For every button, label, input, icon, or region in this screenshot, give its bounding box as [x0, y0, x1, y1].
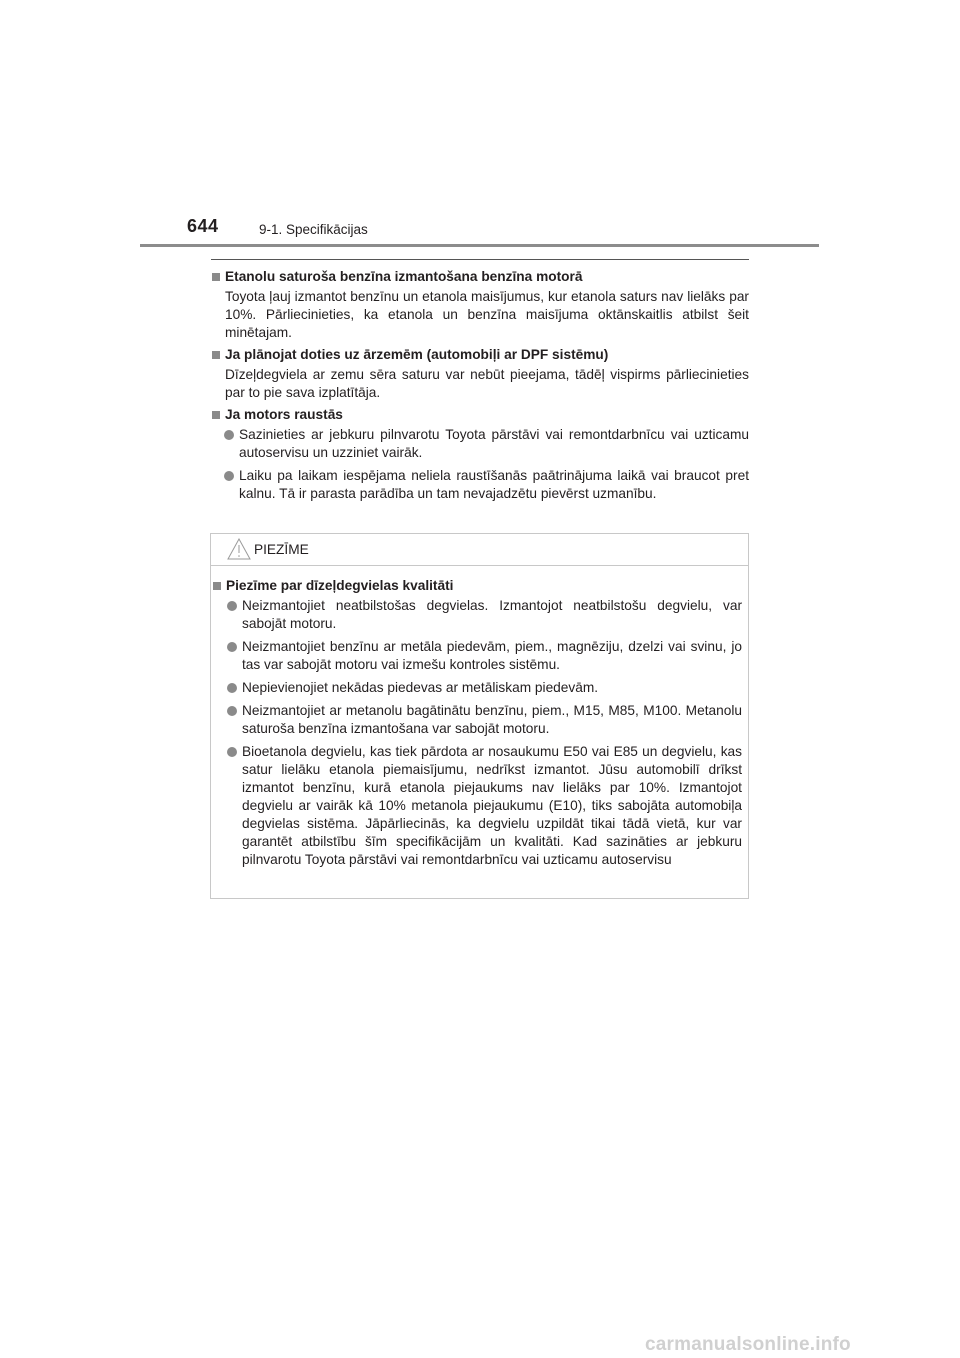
- note-box: [210, 533, 749, 899]
- list-item: [227, 679, 742, 697]
- section-body: Toyota ļauj izmantot benzīnu un etanola maisījumus, kur etanola saturs nav lielāks par 10%. Pārliecinieties, ka etanola un benzīna maisījuma oktānskaitlis atbilst šeit minētajam.: [225, 289, 749, 340]
- list-item-text: Neizmantojiet neatbilstošas degvielas. Izmantojot neatbilstošu degvielu, var sabojāt motoru.: [242, 598, 742, 631]
- gray-dot-icon: [227, 642, 237, 652]
- list-item: [224, 467, 749, 503]
- content-divider: [211, 259, 749, 260]
- list-item: [227, 597, 742, 633]
- gray-square-icon: [212, 273, 220, 281]
- section-engine-knock: [211, 406, 749, 503]
- gray-dot-icon: [227, 706, 237, 716]
- gray-dot-icon: [224, 471, 234, 481]
- list-item-text: Laiku pa laikam iespējama neliela raustīšanās paātrinājuma laikā vai braucot pret kalnu. Tā ir parasta parādība un tam nevajadzētu pievērst uzmanību.: [239, 468, 749, 501]
- list-item-text: Nepievienojiet nekādas piedevas ar metāliskam piedevām.: [242, 680, 599, 695]
- chapter-title: 9-1. Specifikācijas: [259, 222, 368, 237]
- list-item: [227, 702, 742, 738]
- note-title: Piezīme par dīzeļdegvielas kvalitāti: [226, 578, 454, 593]
- warning-triangle-icon: [227, 538, 251, 560]
- note-label: PIEZĪME: [254, 542, 309, 557]
- page-number: 644: [187, 216, 219, 236]
- gray-dot-icon: [227, 601, 237, 611]
- list-item-text: Neizmantojiet benzīnu ar metāla piedevām, piem., magnēziju, dzelzi vai svinu, jo tas var sabojāt motoru vai izmešu kontroles sistēmu.: [242, 639, 742, 672]
- gray-square-icon: [212, 411, 220, 419]
- section-ethanol: [211, 268, 749, 342]
- gray-square-icon: [212, 351, 220, 359]
- list-item: [224, 426, 749, 462]
- section-title: Etanolu saturoša benzīna izmantošana benzīna motorā: [225, 269, 583, 284]
- note-bullet-list: [211, 597, 742, 869]
- note-header: [211, 534, 748, 566]
- page-header: [0, 0, 960, 260]
- gray-square-icon: [213, 582, 221, 590]
- section-title: Ja motors raustās: [225, 407, 343, 422]
- section-title: Ja plānojat doties uz ārzemēm (automobiļi ar DPF sistēmu): [225, 347, 609, 362]
- list-item-text: Sazinieties ar jebkuru pilnvarotu Toyota pārstāvi vai remontdarbnīcu vai uzticamu autoservisu un uzziniet vairāk.: [239, 427, 749, 460]
- header-divider: [140, 244, 819, 247]
- list-item: [227, 743, 742, 869]
- bullet-list: [211, 426, 749, 503]
- gray-dot-icon: [224, 430, 234, 440]
- list-item: [227, 638, 742, 674]
- gray-dot-icon: [227, 747, 237, 757]
- main-content: [211, 259, 749, 508]
- section-abroad: [211, 346, 749, 402]
- section-body: Dīzeļdegviela ar zemu sēra saturu var nebūt pieejama, tādēļ vispirms pārliecinieties par to pie sava izplatītāja.: [225, 367, 749, 400]
- gray-dot-icon: [227, 683, 237, 693]
- site-watermark: carmanualsonline.info: [645, 1334, 851, 1355]
- note-body: [211, 566, 748, 869]
- list-item-text: Bioetanola degvielu, kas tiek pārdota ar nosaukumu E50 vai E85 un degvielu, kas satur lielāku etanola piemaisījumu, nedrīkst izmantot. Jūsu automobilī drīkst izmantot benzīnu, kurā etanola piejaukums nav lielāks par 10%. Izmantojot degvielu ar vairāk kā 10% metanola piejaukumu (E10), tiks sabojāta automobiļa degvielas sistēma. Jāpārliecinās, ka degvielu uzpildāt tikai tādā vietā, kur var garantēt atbilstību šīm specifikācijām un kvalitāti. Kad sazināties ar jebkuru pilnvarotu Toyota pārstāvi vai remontdarbnīcu vai uzticamu autoservisu: [242, 744, 742, 867]
- list-item-text: Neizmantojiet ar metanolu bagātinātu benzīnu, piem., M15, M85, M100. Metanolu saturoša benzīna izmantošana var sabojāt motoru.: [242, 703, 742, 736]
